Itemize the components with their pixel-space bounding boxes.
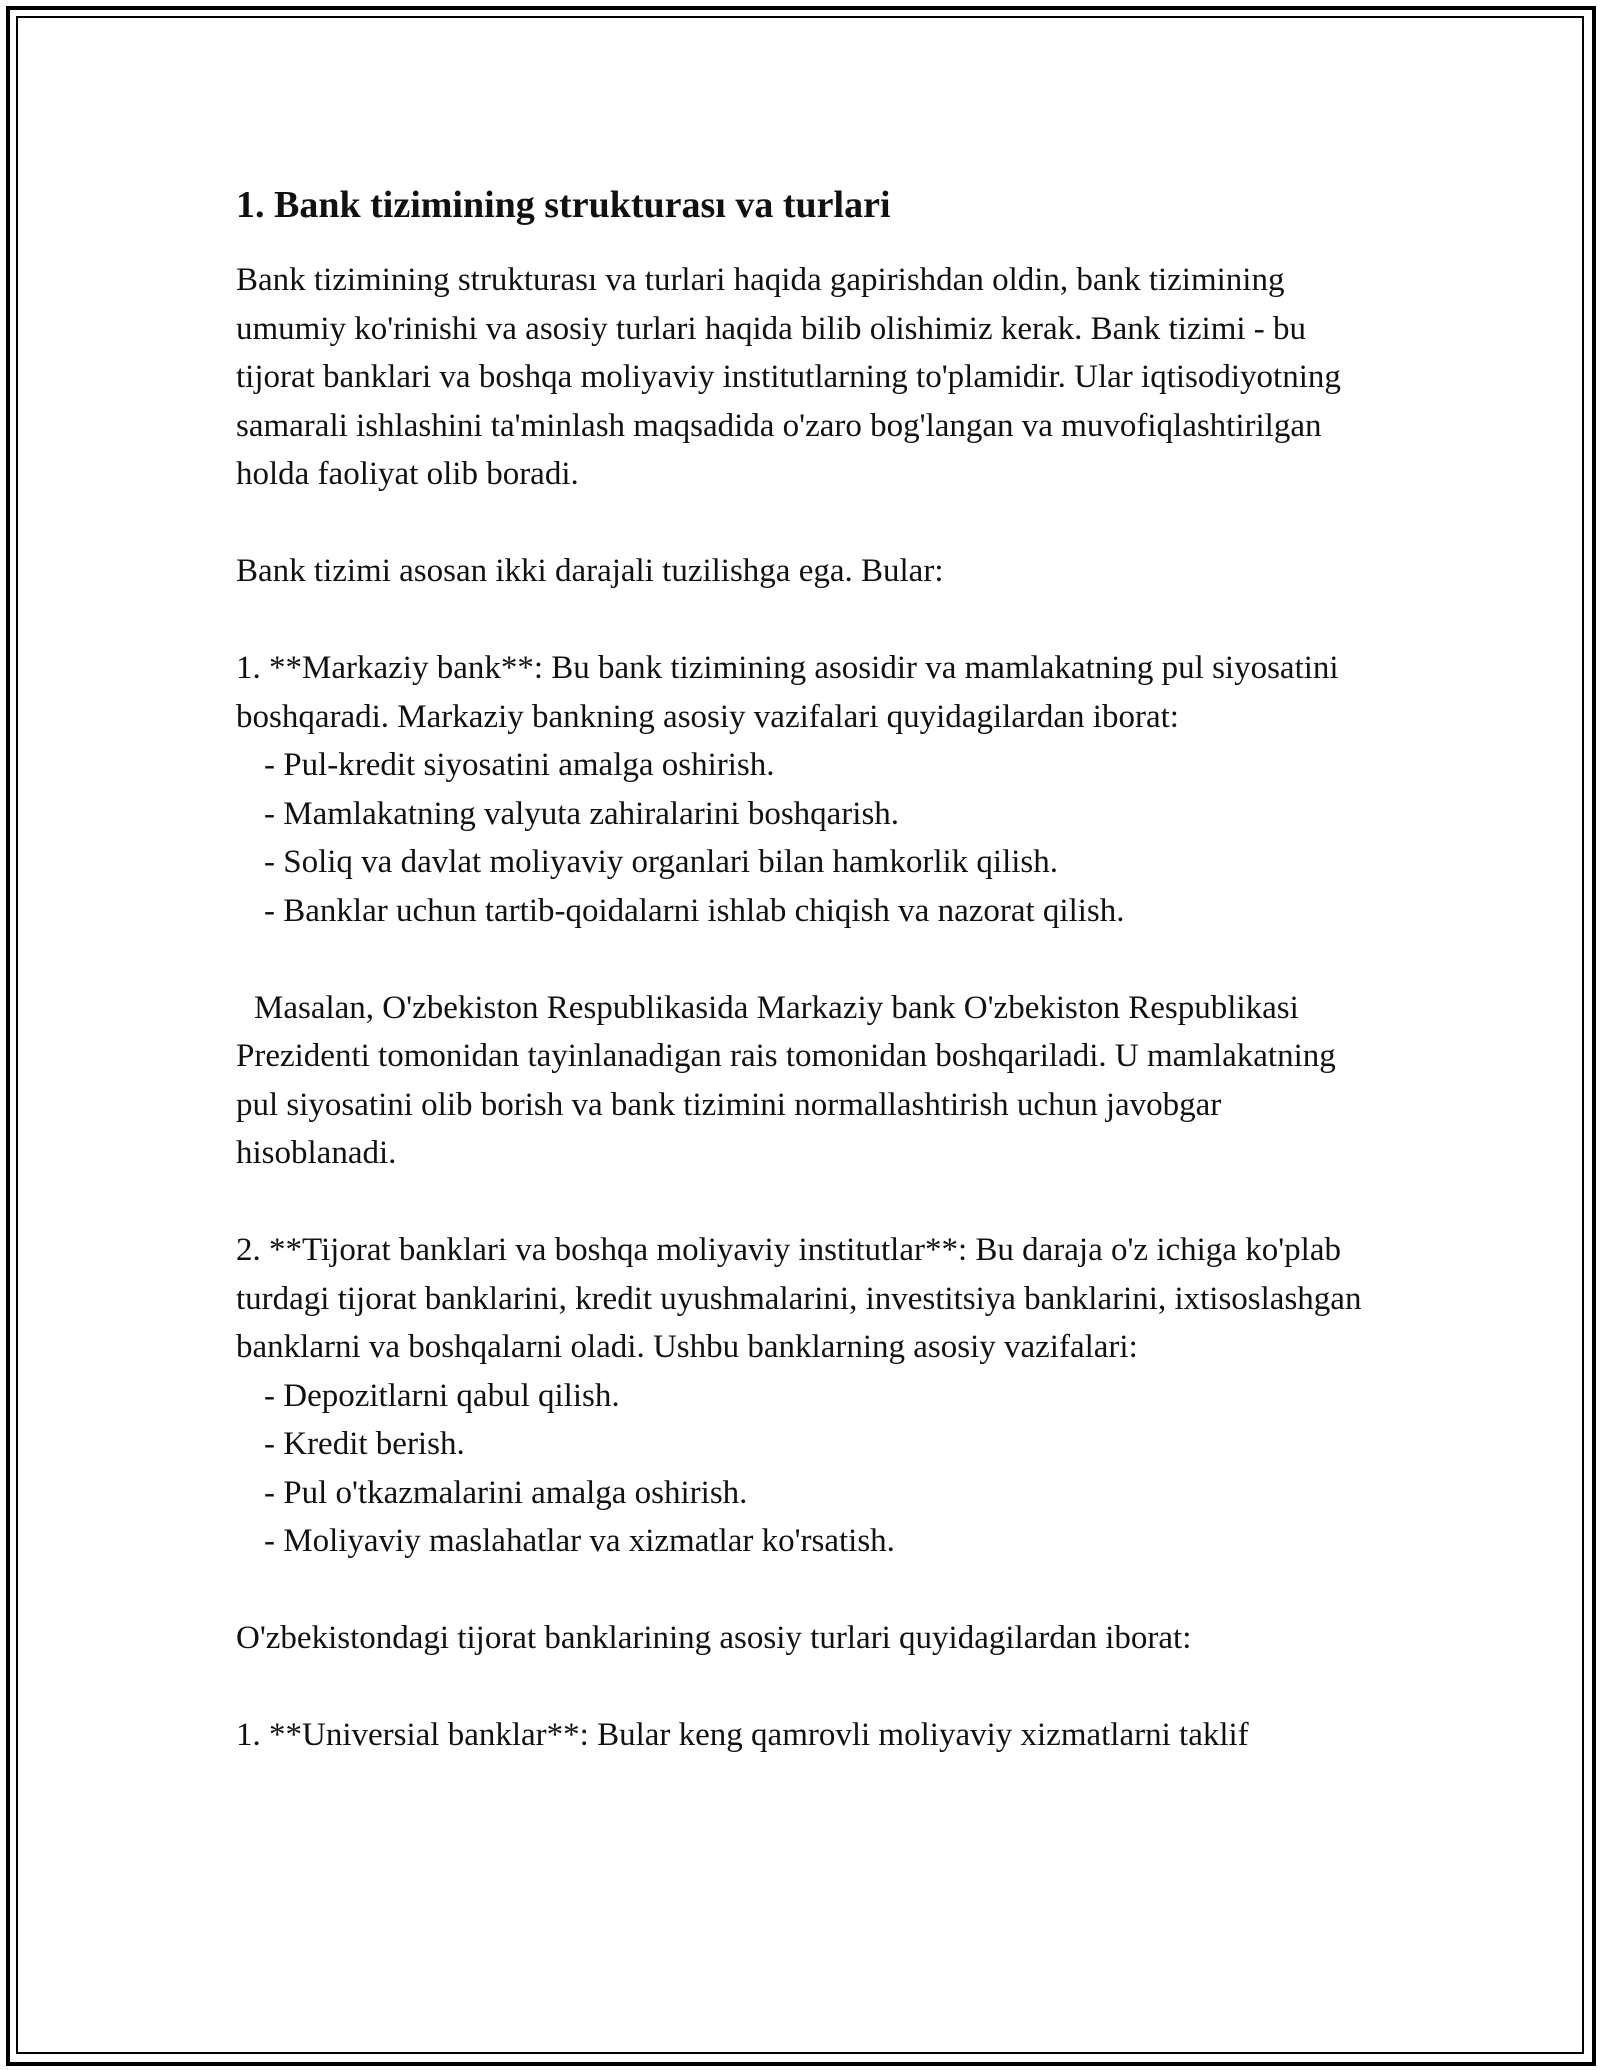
two-levels-paragraph: Bank tizimi asosan ikki darajali tuzilishga ega. Bular: bbox=[236, 553, 944, 589]
paragraph-gap bbox=[236, 935, 1386, 984]
commercial-banks-bullet: - Moliyaviy maslahatlar va xizmatlar ko'rsatish. bbox=[264, 1523, 895, 1559]
commercial-banks-bullet: - Pul o'tkazmalarini amalga oshirish. bbox=[264, 1474, 748, 1511]
universal-banks-paragraph: 1. **Universial banklar**: Bular keng qamrovli moliyaviy xizmatlarni taklif bbox=[236, 1717, 1249, 1753]
central-bank-bullet: - Soliq va davlat moliyaviy organlari bilan hamkorlik qilish. bbox=[264, 844, 1059, 880]
central-bank-example bbox=[236, 984, 1386, 1178]
commercial-banks-bullet: - Depozitlarni qabul qilish. bbox=[264, 1377, 620, 1414]
document-title: 1. Bank tizimining strukturası va turlari bbox=[236, 184, 891, 226]
document-body bbox=[236, 178, 1386, 1760]
commercial-banks-bullet: - Kredit berish. bbox=[264, 1426, 465, 1462]
central-bank-bullet: - Banklar uchun tartib-qoidalarni ishlab chiqish va nazorat qilish. bbox=[264, 892, 1125, 929]
paragraph-gap bbox=[236, 1178, 1386, 1227]
paragraph-gap bbox=[236, 1663, 1386, 1712]
types-intro-paragraph: O'zbekistondagi tijorat banklarining asosiy turlari quyidagilardan iborat: bbox=[236, 1620, 1192, 1656]
commercial-banks-paragraph: 2. **Tijorat banklari va boshqa moliyaviy institutlar**: Bu daraja o'z ichiga ko'plab turdagi tijorat banklarini, kredit uyushmalarini, investitsiya banklarini, ixtisoslashgan banklarni va boshqalarni oladi. Ushbu banklarning asosiy vazifalari: bbox=[236, 1232, 1362, 1365]
intro-paragraph: Bank tizimining strukturası va turlari haqida gapirishdan oldin, bank tizimining umumiy ko'rinishi va asosiy turlari haqida bilib olishimiz kerak. Bank tizimi - bu tijorat banklari va boshqa moliyaviy institutlarning to'plamidir. Ular iqtisodiyotning samarali ishlashini ta'minlash maqsadida o'zaro bog'langan va muvofiqlashtirilgan holda faoliyat olib boradi. bbox=[236, 262, 1341, 492]
paragraph-gap bbox=[236, 499, 1386, 548]
paragraph-gap bbox=[236, 596, 1386, 645]
central-bank-bullet: - Mamlakatning valyuta zahiralarini boshqarish. bbox=[264, 795, 900, 832]
central-bank-paragraph: 1. **Markaziy bank**: Bu bank tizimining asosidir va mamlakatning pul siyosatini boshqaradi. Markaziy bankning asosiy vazifalari quyidagilardan iborat: bbox=[236, 650, 1339, 735]
paragraph-gap bbox=[236, 1566, 1386, 1615]
example-text: Masalan, O'zbekiston Respublikasida Markaziy bank O'zbekiston Respublikasi Prezidenti tomonidan tayinlanadigan rais tomonidan boshqariladi. U mamlakatning pul siyosatini olib borish va bank tizimini normallashtirish uchun javobgar hisoblanadi. bbox=[236, 989, 1336, 1171]
central-bank-bullet: - Pul-kredit siyosatini amalga oshirish. bbox=[264, 747, 775, 783]
